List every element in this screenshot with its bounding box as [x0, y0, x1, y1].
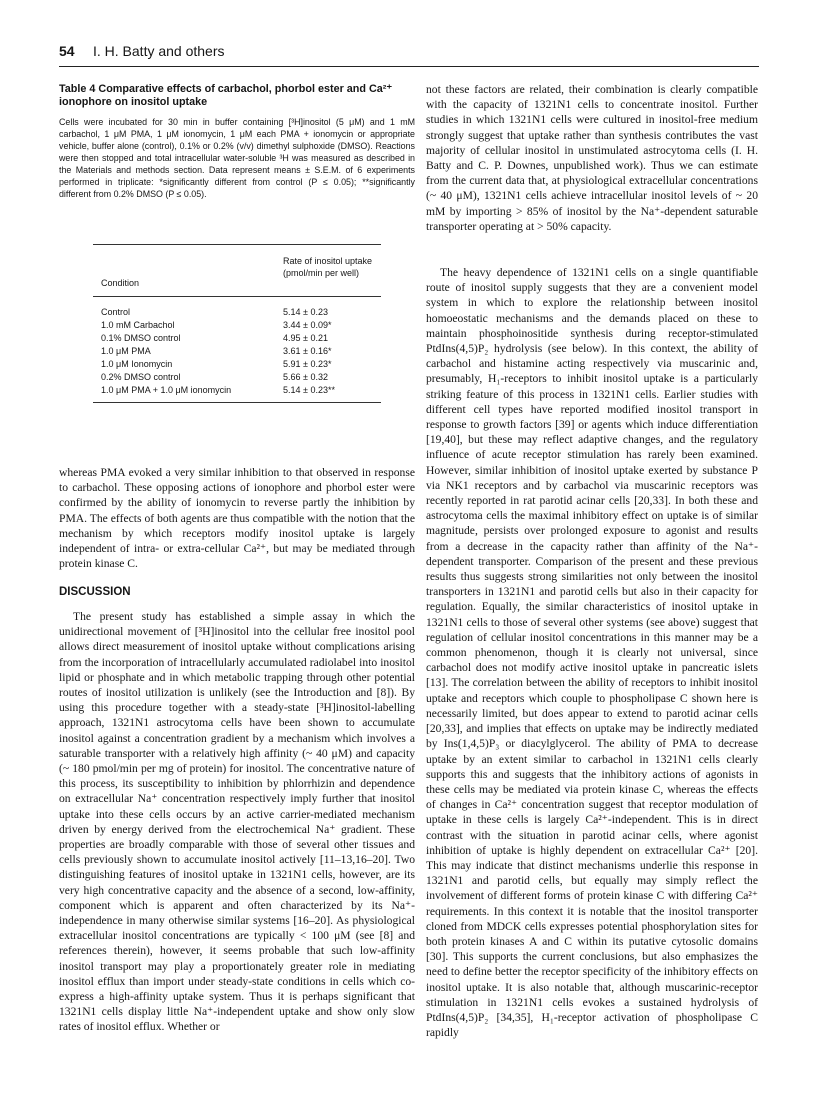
right-paragraph-1: not these factors are related, their combination is clearly compatible with the capacity of 1321N1 cells to concentrate inositol. Further studies in which 1321N1 cells were cultured in inositol-free medium strongly suggest that uptake rather than synthesis contributes the vast majority of cellular inositol in unstimulated astrocytoma cells (I. H. Batty and C. P. Downes, unpublished work). Thus we can estimate from the current data that, at physiological extracellular concentrations (~ 40 μM), 1321N1 cells achieve intracellular inositol levels of ~ 20 mM by importing > 85% of inositol by the Na⁺-dependent saturable transporter operating at > 50% capacity. — [426, 83, 758, 233]
table-cell-condition: Control — [101, 307, 131, 317]
table-cell-rate: 5.91 ± 0.23* — [283, 359, 332, 369]
table-footnote: Cells were incubated for 30 min in buffer containing [³H]inositol (5 μM) and 1 mM carbachol, 1 μM PMA, 1 μM ionomycin, 1 μM each PMA + ionomycin or appropriate vehicle, buffer alone (control), 0.1% or 0.2% (v/v) dimethyl sulphoxide (DMSO). Reactions were then stopped and total intracellular water-soluble ³H was measured as described in the Materials and methods section. Data represent means ± S.E.M. of 6 experiments performed in triplicate: *significantly different from control (P ≤ 0.05); **significantly different from 0.2% DMSO (P ≤ 0.05). — [59, 117, 415, 199]
header-rule — [59, 66, 759, 67]
table-row — [101, 333, 401, 345]
table-cell-condition: 1.0 μM Ionomycin — [101, 359, 173, 369]
table-header-rate-line2: (pmol/min per well) — [283, 268, 360, 278]
table-header-rule — [93, 296, 381, 297]
left-paragraph-1: whereas PMA evoked a very similar inhibition to that observed in response to carbachol. These opposing actions of ionophore and phorbol ester were confirmed by the ability of ionomycin to reverse partly the inhibition by PMA. The effects of both agents are thus compatible with the notion that the mechanism by which receptors modify inositol uptake is largely independent of intra- or extra-cellular Ca²⁺, but may be mediated through protein kinase C. — [59, 466, 415, 571]
table-top-rule — [93, 244, 381, 245]
table-row — [101, 320, 401, 332]
page-number: 54 — [59, 43, 75, 59]
table-cell-condition: 1.0 μM PMA — [101, 346, 151, 356]
table-row — [101, 359, 401, 371]
table-header-rate — [283, 255, 372, 279]
table-cell-condition: 1.0 μM PMA + 1.0 μM ionomycin — [101, 385, 232, 395]
table-cell-rate: 5.14 ± 0.23** — [283, 385, 335, 395]
table-cell-condition: 0.1% DMSO control — [101, 333, 181, 343]
table-cell-rate: 3.61 ± 0.16* — [283, 346, 332, 356]
table-row — [101, 307, 401, 319]
table-cell-rate: 5.66 ± 0.32 — [283, 372, 328, 382]
table-header-condition: Condition — [101, 278, 140, 288]
table-row — [101, 372, 401, 384]
table-header-rate-line1: Rate of inositol uptake — [283, 256, 373, 266]
table-bottom-rule — [93, 402, 381, 403]
table-row — [101, 346, 401, 358]
running-head: I. H. Batty and others — [93, 43, 225, 59]
table-row — [101, 385, 401, 397]
page-header — [59, 43, 759, 65]
table-cell-rate: 5.14 ± 0.23 — [283, 307, 328, 317]
section-heading-discussion: DISCUSSION — [59, 586, 131, 598]
table-cell-condition: 1.0 mM Carbachol — [101, 320, 175, 330]
table-cell-condition: 0.2% DMSO control — [101, 372, 181, 382]
table-cell-rate: 3.44 ± 0.09* — [283, 320, 332, 330]
right-paragraph-2: The heavy dependence of 1321N1 cells on a single quantifiable route of inositol supply suggests that they are a convenient model system in which to explore the relationship between inositol homoeostatic mechanisms and the demands placed on these to maintain phosphoinositide synthesis during receptor-stimulated PtdIns(4,5)P₂ hydrolysis (see below). In this context, the ability of carbachol and histamine acting respectively via muscarinic and, presumably, H₁-receptors to inhibit inositol uptake is a particularly striking feature of this process in 1321N1 cells. Earlier studies with different cell types have reported modified inositol transport in response to growth factors [39] or agents which induce differentiation [19,40], but these may reflect adaptive changes, and the regulatory influence of acute receptor stimulation has rarely been examined. However, similar inhibition of inositol uptake exerted by substance P via NK1 receptors and by carbachol via muscarinic receptors was recently reported in rat parotid acinar cells [20,33]. In both these and astrocytoma cells the maximal inhibitory effect on uptake is of similar magnitude, persists over prolonged exposure to agonist and results from a decrease in the capacity rather than affinity of the Na⁺-dependent transporter. Comparison of the present and these previous results thus suggests strong similarities not only between the inositol transporters in 1321N1 and parotid cells but also in their capacity for regulation. Equally, the similar characteristics of inositol uptake in 1321N1 cells to those of several other systems (see above) suggest that regulation of cellular inositol concentrations in this manner may be a common phenomenon, though it is clearly not universal, since carbachol does not modify active inositol uptake in pancreatic islets [13]. The correlation between the ability of receptors to inhibit inositol uptake and receptors which couple to phospholipase C shown here is necessarily limited, but does appear to extend to parotid acinar cells [20,33], and implies that effects on uptake may be indirectly mediated by Ins(1,4,5)P₃ or diacylglycerol. The ability of PMA to decrease uptake by an extent similar to carbachol in 1321N1 cells clearly supports this and suggests that the inhibitory actions of agonists in these cells may be mediated via protein kinase C, whereas the effects of changes in Ca²⁺ concentration suggest that receptor modulation of uptake in these cells is largely Ca²⁺-independent. This is in direct contrast with the situation in parotid acinar cells, where agonist inhibition of uptake is highly dependent on extracellular Ca²⁺ [20]. This may indicate that distinct mechanisms underlie this response in 1321N1 and parotid cells, but equally may simply reflect the involvement of different forms of protein kinase C with differing Ca²⁺ requirements. In this context it is notable that the inositol transporter cloned from MDCK cells expresses potential phosphorylation sites for both protein kinases A and C within its putative cytosolic domains [30]. This supports the current conclusions, but also emphasizes the need to define better the receptor specificity of the inhibitory effects on inositol uptake. It is also notable that, although muscarinic-receptor stimulation in 1321N1 cells evokes a sustained hydrolysis of PtdIns(4,5)P₂ [34,35], H₁-receptor activation of phospholipase C rapidly — [426, 266, 758, 1040]
table-cell-rate: 4.95 ± 0.21 — [283, 333, 328, 343]
table-caption: Table 4 Comparative effects of carbachol, phorbol ester and Ca²⁺ ionophore on inositol uptake — [59, 83, 393, 108]
left-paragraph-2: The present study has established a simple assay in which the unidirectional movement of [³H]inositol into the cellular free inositol pool allows direct measurement of inositol uptake without complications arising from the incorporation of intracellularly accumulated radiolabel into inositol lipid or phosphate and in which metabolic trapping through other potential routes of inositol utilization is unlikely (see the Introduction and [8]). By using this procedure together with a steady-state [³H]inositol-labelling approach, 1321N1 astrocytoma cells have been shown to accumulate inositol against a concentration gradient by a mechanism which involves a saturable transporter with a relatively high affinity (~ 40 μM) and capacity (~ 180 pmol/min per mg of protein) for inositol. The concentrative nature of this process, its susceptibility to inhibition by phlorrhizin and dependence on extracellular Na⁺ concentration respectively imply further that inositol uptake into these cells occurs by an active carrier-mediated mechanism driven by energy derived from the electrochemical Na⁺ gradient. These properties are broadly comparable with those of several other tissues and cells previously shown to accumulate inositol actively [11–13,16–20]. Two distinguishing features of inositol uptake in 1321N1 cells, however, are its very high concentrative capacity and the absence of a second, low-affinity, component which is apparent and often characterized by its Na⁺-independence in many otherwise similar systems [16–20]. As physiological extracellular inositol concentrations are typically < 100 μM (see [8] and references therein), however, it seems probable that such low-affinity inositol transport may play a proportionately greater role in mediating inositol efflux than import under steady-state conditions in cells which co-express a high-affinity uptake system. Thus it is perhaps significant that 1321N1 cells display little Na⁺-independent uptake and show only slow rates of inositol efflux. Whether or — [59, 610, 415, 1034]
